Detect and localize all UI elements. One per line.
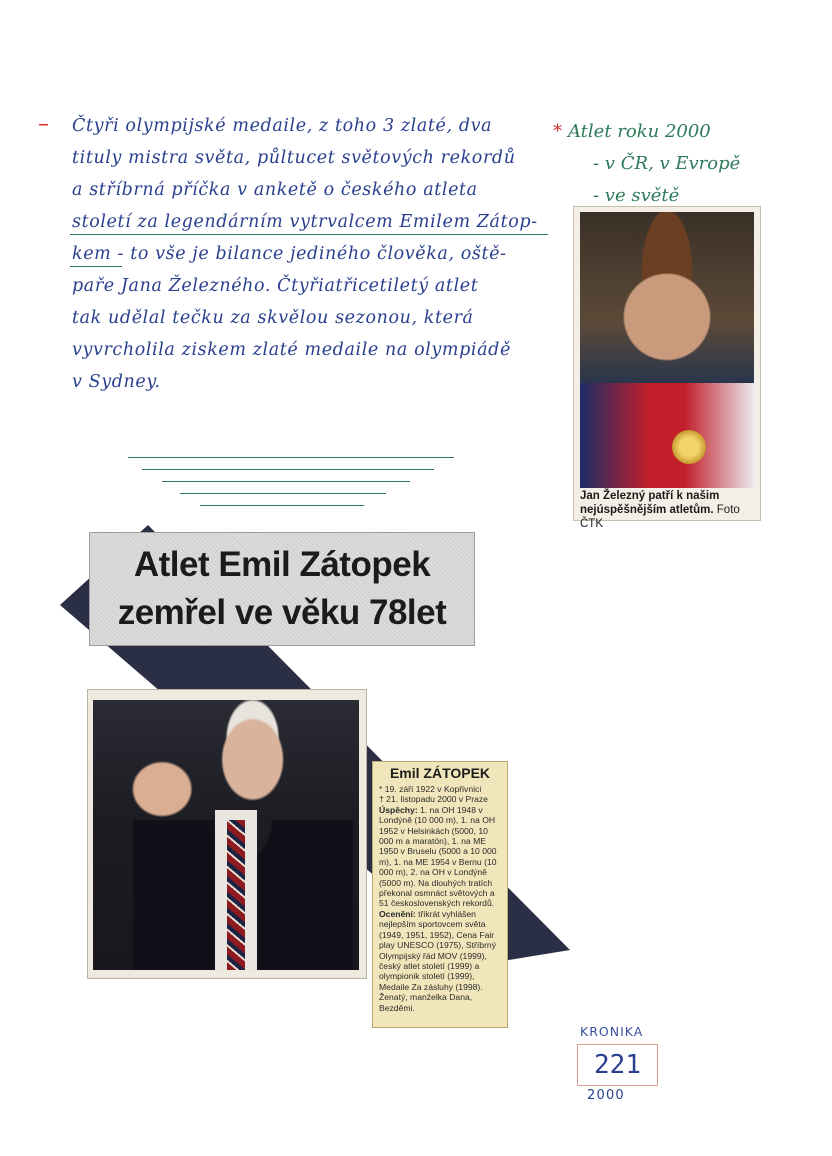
info-box-body	[379, 784, 502, 1013]
hand-line-1: Čtyři olympijské medaile, z toho 3 zlaté, dva	[72, 116, 493, 136]
zelezny-caption	[580, 489, 754, 531]
info-awards: Ocenění: třikrát vyhlášen nejlepším sportovcem světa (1949, 1951, 1952), Cena Fair play UNESCO (1975), Stříbrný Olympijský řád MOV (1999), český atlet století (1999) a olympionik století (1999), Medaile Za zásluhy (1998).	[379, 908, 497, 992]
hand-line-2: tituly mistra světa, půltucet světových rekordů	[72, 148, 516, 168]
zatopek-info-box	[373, 762, 507, 1027]
green-underline-2	[70, 266, 122, 267]
deco-line-5	[200, 505, 364, 506]
info-died: † 21. listopadu 2000 v Praze	[379, 794, 488, 805]
red-dash-marker: –	[38, 112, 49, 137]
hand-line-4: století za legendárním vytrvalcem Emilem Zátop-	[72, 212, 538, 232]
zelezny-photo-credit: Foto ČTK	[580, 504, 740, 530]
info-successes: Úspěchy: 1. na OH 1948 v Londýně (10 000 m), 1. na OH 1952 v Helsinkách (5000, 10 000 m a maratón), 1. na ME 1950 v Bruselu (5000 a 10 000 m), 1. na ME 1954 v Bernu (10 000 m), 2. na OH v Londýně (5000 m). Na dlouhých tratích překonal osmnáct světových a 51 československých rekordů.	[379, 804, 497, 909]
stamp-year: 2000	[587, 1088, 625, 1103]
jacket-shape	[580, 383, 754, 488]
kronika-stamp-label: KRONIKA	[580, 1024, 644, 1039]
side-note-line-3: - ve světě	[593, 185, 680, 206]
headline-clipping	[90, 533, 474, 645]
zelezny-caption-text: Jan Železný patří k našim nejúspěšnějším atletům.	[580, 490, 720, 516]
info-box-name: Emil ZÁTOPEK	[389, 765, 491, 781]
striped-tie	[227, 820, 245, 970]
zelezny-photo-clipping	[574, 207, 760, 530]
red-star-marker: *	[553, 121, 562, 142]
headline-line-2: zemřel ve věku 78let	[117, 593, 447, 632]
hand-line-3: a stříbrná příčka v anketě o českého atleta	[72, 180, 478, 200]
zatopek-photo-clipping	[88, 690, 366, 978]
hand-line-8: vyvrcholila ziskem zlaté medaile na olympiádě	[72, 340, 511, 360]
gold-medal	[672, 430, 706, 464]
hand-line-6: paře Jana Železného. Čtyřiatřicetiletý atlet	[72, 276, 479, 296]
hand-line-7: tak udělal tečku za skvělou sezonou, která	[72, 308, 474, 328]
side-note-line-1: * Atlet roku 2000	[553, 121, 711, 142]
headline-line-1: Atlet Emil Zátopek	[133, 545, 431, 584]
hand-line-5: kem - to vše je bilance jediného člověka, oště-	[72, 244, 507, 264]
deco-line-3	[162, 481, 410, 482]
deco-line-4	[180, 493, 386, 494]
page-number: 221	[577, 1044, 658, 1086]
green-underline-1	[70, 234, 548, 235]
side-note-line-2: - v ČR, v Evropě	[593, 153, 741, 174]
zatopek-photo	[93, 700, 359, 970]
side-note	[553, 116, 740, 212]
hand-line-9: v Sydney.	[72, 372, 161, 392]
deco-line-1	[128, 457, 454, 458]
info-born: * 19. září 1922 v Kopřivnici	[379, 784, 482, 794]
deco-line-2	[142, 469, 434, 470]
zelezny-photo	[580, 212, 754, 488]
info-family: Ženatý, manželka Dana, Bezděmi.	[379, 992, 473, 1013]
